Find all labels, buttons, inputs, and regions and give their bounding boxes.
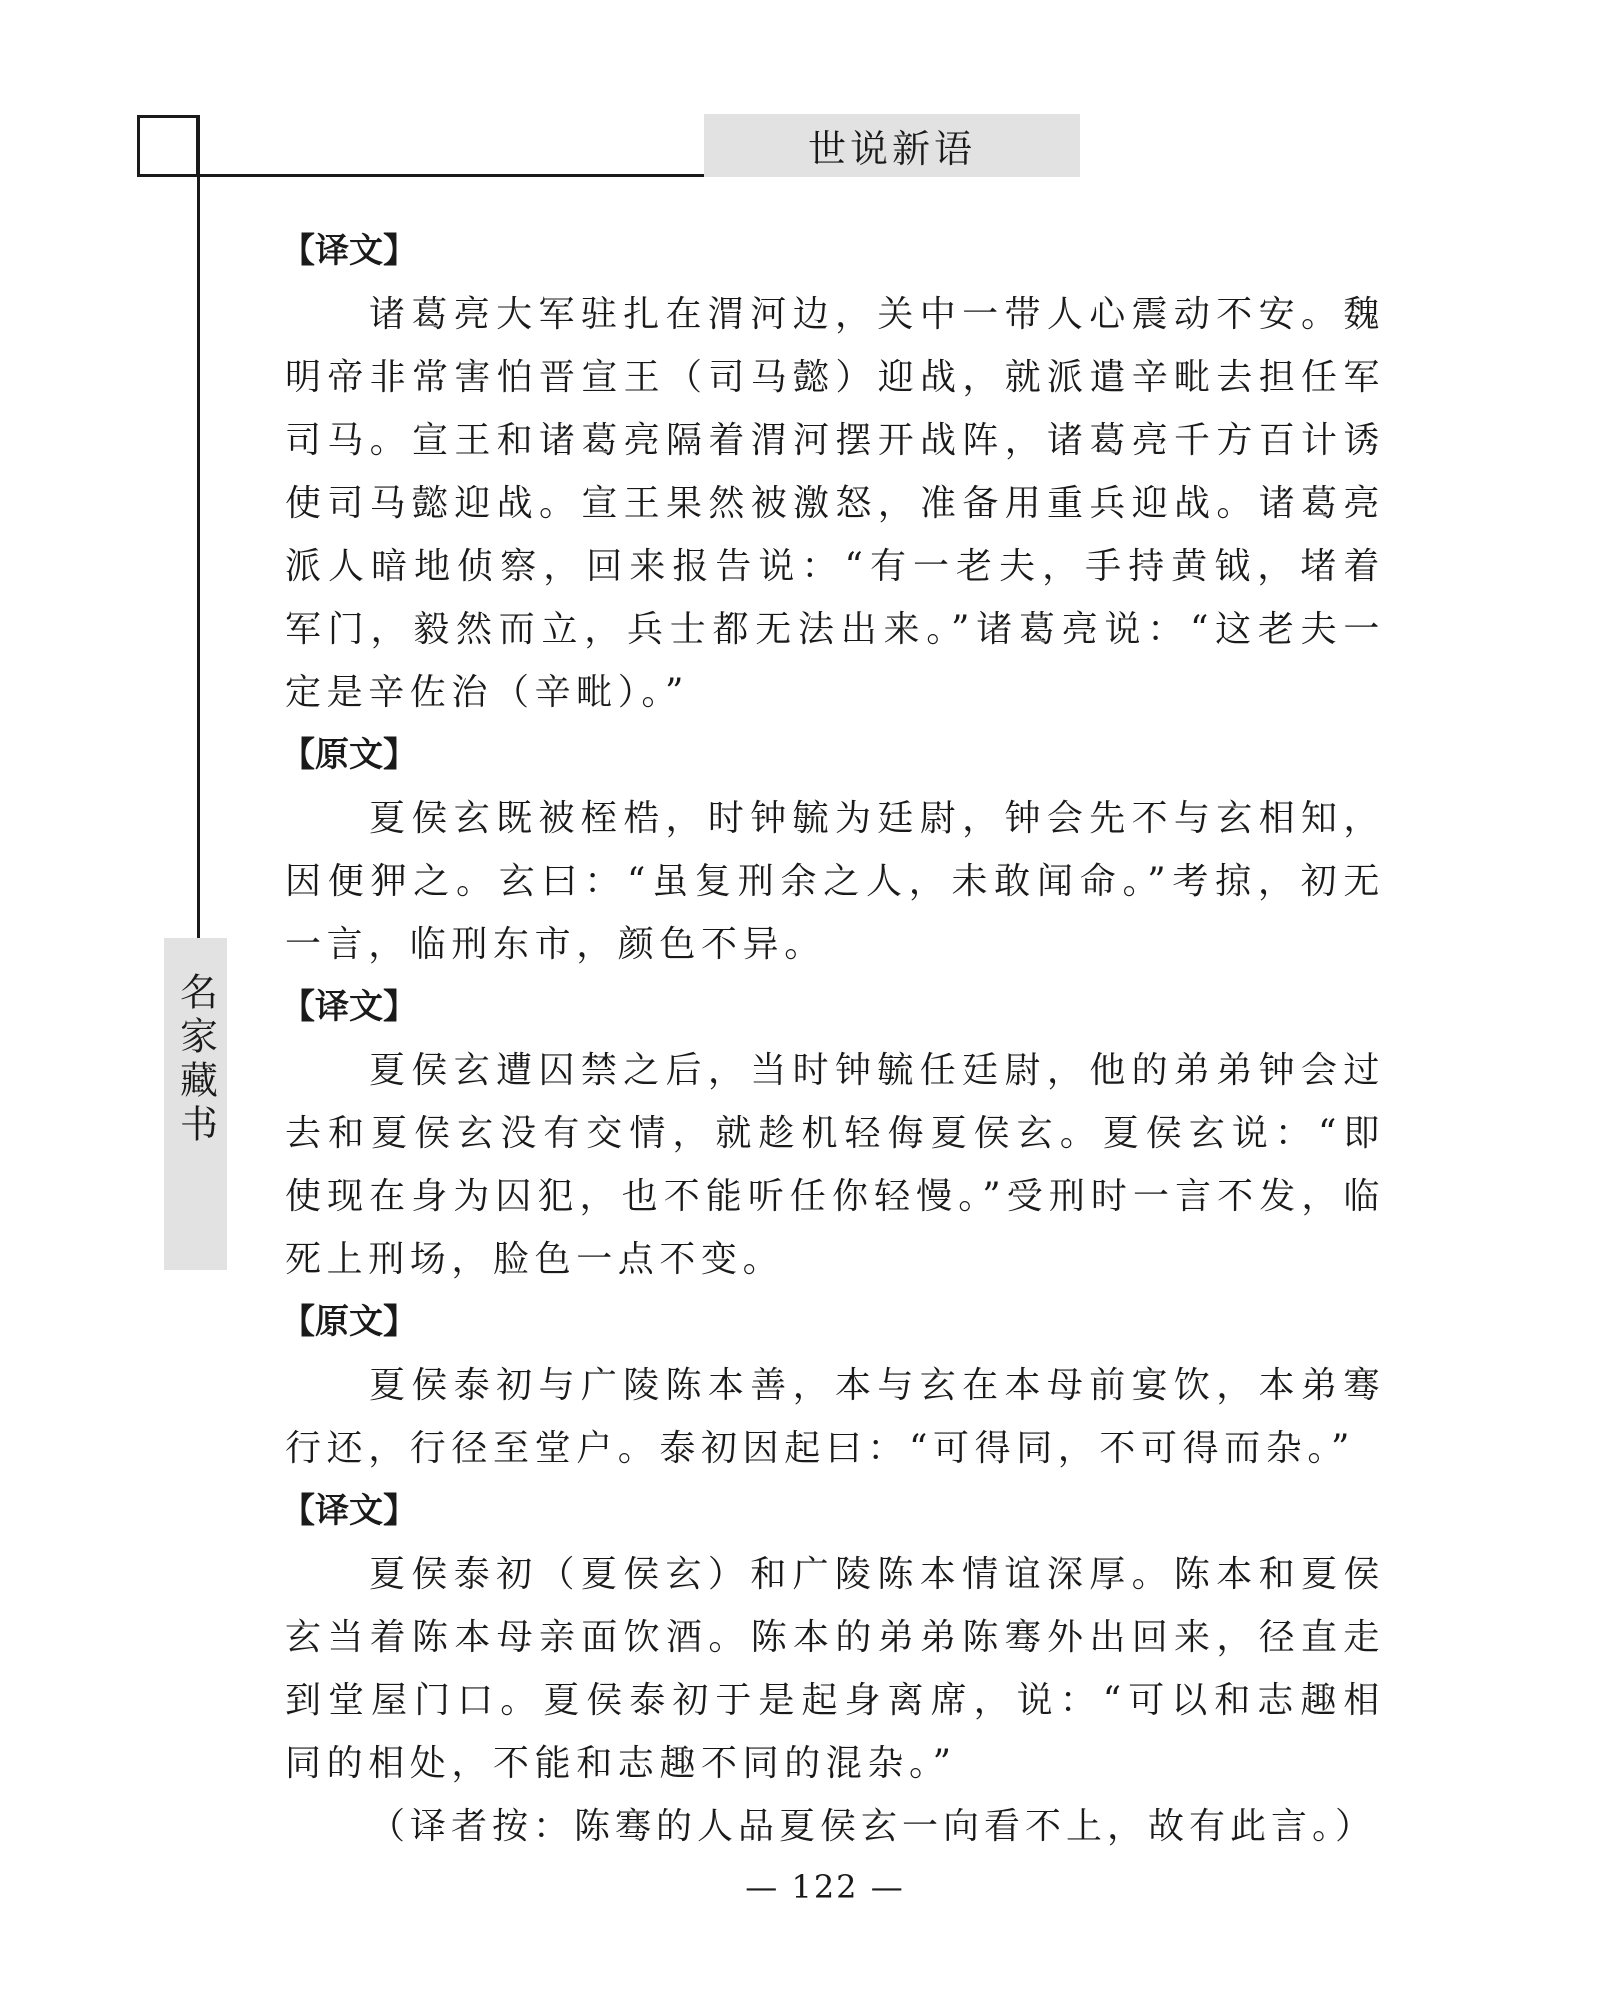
section-translation-1 [281,220,1385,724]
book-title: 世说新语 [807,127,976,171]
section-paragraph: 夏侯玄遭囚禁之后，当时钟毓任廷尉，他的弟弟钟会过去和夏侯玄没有交情，就趁机轻侮夏侯玄。夏侯玄说：“即使现在身为囚犯，也不能听任你轻慢。”受刑时一言不发，临死上刑场，脸色一点不变。 [285,1050,1385,1280]
section-translation-2 [281,976,1385,1291]
corner-frame [137,115,199,177]
margin-rule [197,115,200,939]
running-header [704,114,1080,177]
section-paragraph: 夏侯玄既被桎梏，时钟毓为廷尉，钟会先不与玄相知，因便狎之。玄曰：“虽复刑余之人，未敢闻命。”考掠，初无一言，临刑东市，颜色不异。 [285,798,1385,965]
section-heading: 【译文】 [281,231,417,271]
section-paragraph: 夏侯泰初（夏侯玄）和广陵陈本情谊深厚。陈本和夏侯玄当着陈本母亲面饮酒。陈本的弟弟陈骞外出回来，径直走到堂屋门口。夏侯泰初于是起身离席，说：“可以和志趣相同的相处，不能和志趣不同的混杂。” [285,1554,1385,1784]
section-heading: 【译文】 [281,987,417,1027]
translator-note: （译者按：陈骞的人品夏侯玄一向看不上，故有此言。） [369,1806,1377,1847]
header-rule [137,174,704,177]
side-tab-label: 名家藏书 [173,972,218,1148]
page-body [281,220,1385,1858]
section-heading: 【译文】 [281,1491,417,1531]
section-heading: 【原文】 [281,1302,417,1342]
section-heading: 【原文】 [281,735,417,775]
section-paragraph: 诸葛亮大军驻扎在渭河边，关中一带人心震动不安。魏明帝非常害怕晋宣王（司马懿）迎战，就派遣辛毗去担任军司马。宣王和诸葛亮隔着渭河摆开战阵，诸葛亮千方百计诱使司马懿迎战。宣王果然被激怒，准备用重兵迎战。诸葛亮派人暗地侦察，回来报告说：“有一老夫，手持黄钺，堵着军门，毅然而立，兵士都无法出来。”诸葛亮说：“这老夫一定是辛佐治（辛毗）。” [285,294,1385,713]
section-original-2 [281,724,1385,976]
section-original-3 [281,1291,1385,1480]
section-paragraph: 夏侯泰初与广陵陈本善，本与玄在本母前宴饮，本弟骞行还，行径至堂户。泰初因起曰：“可得同，不可得而杂。” [285,1365,1385,1469]
side-tab [164,938,227,1270]
page-number: — 122 — [745,1868,905,1906]
section-translation-3 [281,1480,1385,1858]
